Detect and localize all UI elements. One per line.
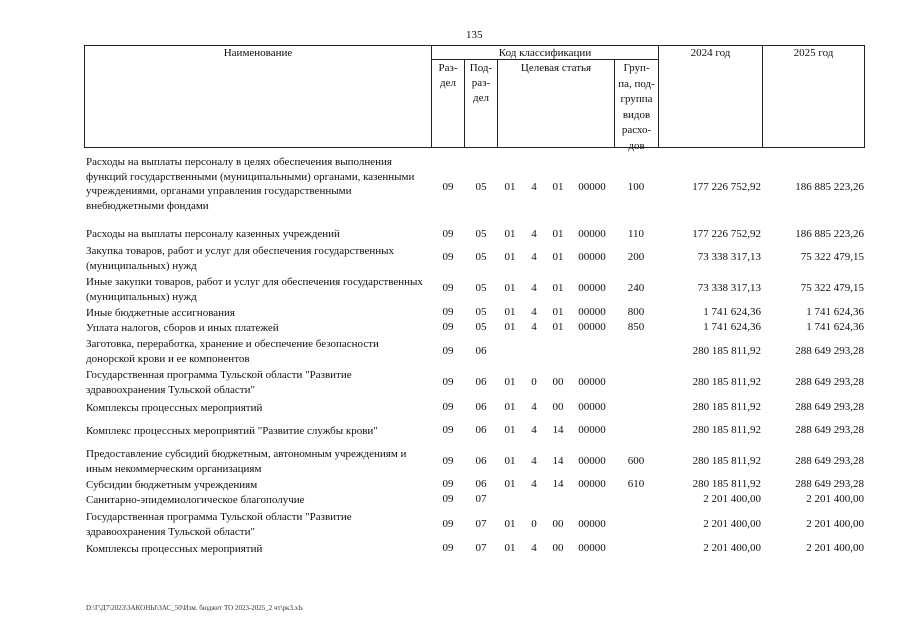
row-subsection: 07 bbox=[475, 542, 487, 554]
header-2025-label: 2025 год bbox=[793, 47, 834, 59]
row-amount-2025: 288 649 293,28 bbox=[795, 401, 864, 413]
row-target-direction: 00000 bbox=[578, 542, 606, 554]
row-subsection: 06 bbox=[475, 345, 487, 357]
row-target-subprogram: 01 bbox=[552, 181, 564, 193]
row-section: 09 bbox=[442, 401, 454, 413]
row-target-subprogram: 01 bbox=[552, 228, 564, 240]
row-target-program: 01 bbox=[504, 251, 516, 263]
row-section: 09 bbox=[442, 345, 454, 357]
row-target-subprogram: 14 bbox=[552, 424, 564, 436]
row-expense-group: 610 bbox=[627, 478, 645, 490]
row-target-subprogram: 01 bbox=[552, 282, 564, 294]
row-name: Комплексы процессных мероприятий bbox=[86, 543, 263, 555]
row-section: 09 bbox=[442, 181, 454, 193]
header-target-label: Целевая статья bbox=[520, 62, 592, 74]
row-target-program: 01 bbox=[504, 518, 516, 530]
row-expense-group: 100 bbox=[627, 181, 645, 193]
row-section: 09 bbox=[442, 518, 454, 530]
row-target-type: 4 bbox=[531, 321, 537, 333]
row-name: Санитарно-эпидемиологическое благополучие bbox=[86, 494, 305, 506]
row-target-subprogram: 14 bbox=[552, 478, 564, 490]
row-subsection: 05 bbox=[475, 282, 487, 294]
row-target-type: 4 bbox=[531, 455, 537, 467]
row-target-program: 01 bbox=[504, 455, 516, 467]
row-name: Расходы на выплаты персоналу в целях обеспечения выполнения функций государственными (муниципальными) органами, казенными учреждениями, органами управления государственными внебюджетными фондами bbox=[86, 156, 415, 212]
row-amount-2024: 280 185 811,92 bbox=[692, 424, 761, 436]
row-amount-2024: 280 185 811,92 bbox=[692, 478, 761, 490]
row-amount-2025: 75 322 479,15 bbox=[800, 251, 864, 263]
row-target-direction: 00000 bbox=[578, 228, 606, 240]
row-section: 09 bbox=[442, 424, 454, 436]
row-expense-group: 850 bbox=[627, 321, 645, 333]
row-target-subprogram: 01 bbox=[552, 306, 564, 318]
row-name: Заготовка, переработка, хранение и обеспечение безопасности донорской крови и ее компонентов bbox=[86, 338, 379, 365]
row-section: 09 bbox=[442, 251, 454, 263]
row-subsection: 07 bbox=[475, 493, 487, 505]
row-subsection: 06 bbox=[475, 424, 487, 436]
row-target-direction: 00000 bbox=[578, 455, 606, 467]
row-amount-2025: 288 649 293,28 bbox=[795, 455, 864, 467]
row-subsection: 05 bbox=[475, 251, 487, 263]
row-expense-group: 110 bbox=[627, 228, 645, 240]
row-target-type: 4 bbox=[531, 542, 537, 554]
row-amount-2025: 2 201 400,00 bbox=[806, 518, 864, 530]
row-section: 09 bbox=[442, 282, 454, 294]
row-subsection: 05 bbox=[475, 321, 487, 333]
row-name: Уплата налогов, сборов и иных платежей bbox=[86, 322, 279, 334]
row-expense-group: 600 bbox=[627, 455, 645, 467]
row-amount-2024: 1 741 624,36 bbox=[703, 321, 761, 333]
row-amount-2025: 288 649 293,28 bbox=[795, 376, 864, 388]
row-amount-2024: 280 185 811,92 bbox=[692, 376, 761, 388]
row-subsection: 07 bbox=[475, 518, 487, 530]
row-amount-2024: 280 185 811,92 bbox=[692, 455, 761, 467]
row-target-type: 4 bbox=[531, 424, 537, 436]
row-amount-2024: 177 226 752,92 bbox=[692, 228, 761, 240]
row-amount-2024: 2 201 400,00 bbox=[703, 542, 761, 554]
row-amount-2024: 177 226 752,92 bbox=[692, 181, 761, 193]
row-expense-group: 200 bbox=[627, 251, 645, 263]
row-expense-group: 240 bbox=[627, 282, 645, 294]
row-target-direction: 00000 bbox=[578, 181, 606, 193]
row-target-program: 01 bbox=[504, 228, 516, 240]
row-name: Предоставление субсидий бюджетным, автономным учреждениям и иным некоммерческим организациям bbox=[86, 448, 407, 475]
row-name: Закупка товаров, работ и услуг для обеспечения государственных (муниципальных) нужд bbox=[86, 245, 395, 272]
row-amount-2025: 2 201 400,00 bbox=[806, 542, 864, 554]
row-amount-2024: 280 185 811,92 bbox=[692, 345, 761, 357]
row-target-type: 4 bbox=[531, 282, 537, 294]
row-amount-2025: 1 741 624,36 bbox=[806, 321, 864, 333]
row-amount-2025: 288 649 293,28 bbox=[795, 424, 864, 436]
row-section: 09 bbox=[442, 478, 454, 490]
row-target-type: 4 bbox=[531, 401, 537, 413]
row-target-type: 4 bbox=[531, 251, 537, 263]
row-section: 09 bbox=[442, 321, 454, 333]
row-target-subprogram: 01 bbox=[552, 251, 564, 263]
row-subsection: 06 bbox=[475, 478, 487, 490]
row-amount-2025: 2 201 400,00 bbox=[806, 493, 864, 505]
row-expense-group: 800 bbox=[627, 306, 645, 318]
row-amount-2025: 186 885 223,26 bbox=[795, 228, 864, 240]
row-target-direction: 00000 bbox=[578, 306, 606, 318]
page-number: 135 bbox=[466, 29, 483, 41]
row-name: Иные закупки товаров, работ и услуг для обеспечения государственных (муниципальных) нужд bbox=[86, 276, 423, 303]
row-amount-2025: 288 649 293,28 bbox=[795, 345, 864, 357]
header-subsection-label: Под- раз- дел bbox=[469, 62, 493, 104]
row-amount-2024: 2 201 400,00 bbox=[703, 493, 761, 505]
row-section: 09 bbox=[442, 455, 454, 467]
row-target-type: 0 bbox=[531, 518, 537, 530]
row-target-direction: 00000 bbox=[578, 424, 606, 436]
row-subsection: 06 bbox=[475, 376, 487, 388]
row-amount-2024: 2 201 400,00 bbox=[703, 518, 761, 530]
row-amount-2024: 280 185 811,92 bbox=[692, 401, 761, 413]
row-target-direction: 00000 bbox=[578, 321, 606, 333]
row-target-type: 0 bbox=[531, 376, 537, 388]
row-amount-2025: 186 885 223,26 bbox=[795, 181, 864, 193]
row-name: Иные бюджетные ассигнования bbox=[86, 307, 235, 319]
row-amount-2024: 73 338 317,13 bbox=[697, 251, 761, 263]
row-target-program: 01 bbox=[504, 401, 516, 413]
file-path-footer: D:\Г\Д7\2023\ЗАКОНЫ\ЗАС_50\Изм. бюджет ТО 2023-2025_2 чт\рк3.xls bbox=[86, 604, 303, 612]
row-target-program: 01 bbox=[504, 321, 516, 333]
row-target-direction: 00000 bbox=[578, 376, 606, 388]
row-section: 09 bbox=[442, 306, 454, 318]
row-target-type: 4 bbox=[531, 478, 537, 490]
row-target-subprogram: 00 bbox=[552, 518, 564, 530]
row-target-subprogram: 14 bbox=[552, 455, 564, 467]
header-group-label: Груп- па, под- группа видов расхо- дов bbox=[618, 62, 655, 152]
row-subsection: 05 bbox=[475, 228, 487, 240]
row-section: 09 bbox=[442, 376, 454, 388]
row-name: Расходы на выплаты персоналу казенных учреждений bbox=[86, 228, 340, 240]
row-target-subprogram: 00 bbox=[552, 376, 564, 388]
row-target-program: 01 bbox=[504, 181, 516, 193]
row-target-program: 01 bbox=[504, 376, 516, 388]
row-target-subprogram: 01 bbox=[552, 321, 564, 333]
row-target-subprogram: 00 bbox=[552, 542, 564, 554]
row-section: 09 bbox=[442, 228, 454, 240]
row-amount-2024: 73 338 317,13 bbox=[697, 282, 761, 294]
header-section-label: Раз- дел bbox=[438, 62, 458, 89]
row-target-direction: 00000 bbox=[578, 518, 606, 530]
row-target-program: 01 bbox=[504, 282, 516, 294]
row-target-direction: 00000 bbox=[578, 478, 606, 490]
header-code-label: Код классификации bbox=[498, 47, 592, 59]
row-target-type: 4 bbox=[531, 228, 537, 240]
row-target-direction: 00000 bbox=[578, 282, 606, 294]
row-section: 09 bbox=[442, 493, 454, 505]
row-target-program: 01 bbox=[504, 542, 516, 554]
row-target-subprogram: 00 bbox=[552, 401, 564, 413]
row-target-program: 01 bbox=[504, 424, 516, 436]
row-target-type: 4 bbox=[531, 306, 537, 318]
row-subsection: 05 bbox=[475, 306, 487, 318]
row-target-type: 4 bbox=[531, 181, 537, 193]
row-target-program: 01 bbox=[504, 478, 516, 490]
row-amount-2024: 1 741 624,36 bbox=[703, 306, 761, 318]
row-target-direction: 00000 bbox=[578, 401, 606, 413]
row-subsection: 05 bbox=[475, 181, 487, 193]
row-target-program: 01 bbox=[504, 306, 516, 318]
row-name: Государственная программа Тульской области "Развитие здравоохранения Тульской области" bbox=[86, 511, 352, 538]
row-name: Субсидии бюджетным учреждениям bbox=[86, 479, 258, 491]
header-2024-label: 2024 год bbox=[690, 47, 731, 59]
row-name: Государственная программа Тульской области "Развитие здравоохранения Тульской области" bbox=[86, 369, 352, 396]
header-name-label: Наименование bbox=[223, 47, 293, 59]
row-name: Комплексы процессных мероприятий bbox=[86, 402, 263, 414]
row-amount-2025: 1 741 624,36 bbox=[806, 306, 864, 318]
row-subsection: 06 bbox=[475, 455, 487, 467]
row-target-direction: 00000 bbox=[578, 251, 606, 263]
row-name: Комплекс процессных мероприятий "Развитие службы крови" bbox=[86, 425, 378, 437]
row-section: 09 bbox=[442, 542, 454, 554]
row-amount-2025: 288 649 293,28 bbox=[795, 478, 864, 490]
row-amount-2025: 75 322 479,15 bbox=[800, 282, 864, 294]
row-subsection: 06 bbox=[475, 401, 487, 413]
